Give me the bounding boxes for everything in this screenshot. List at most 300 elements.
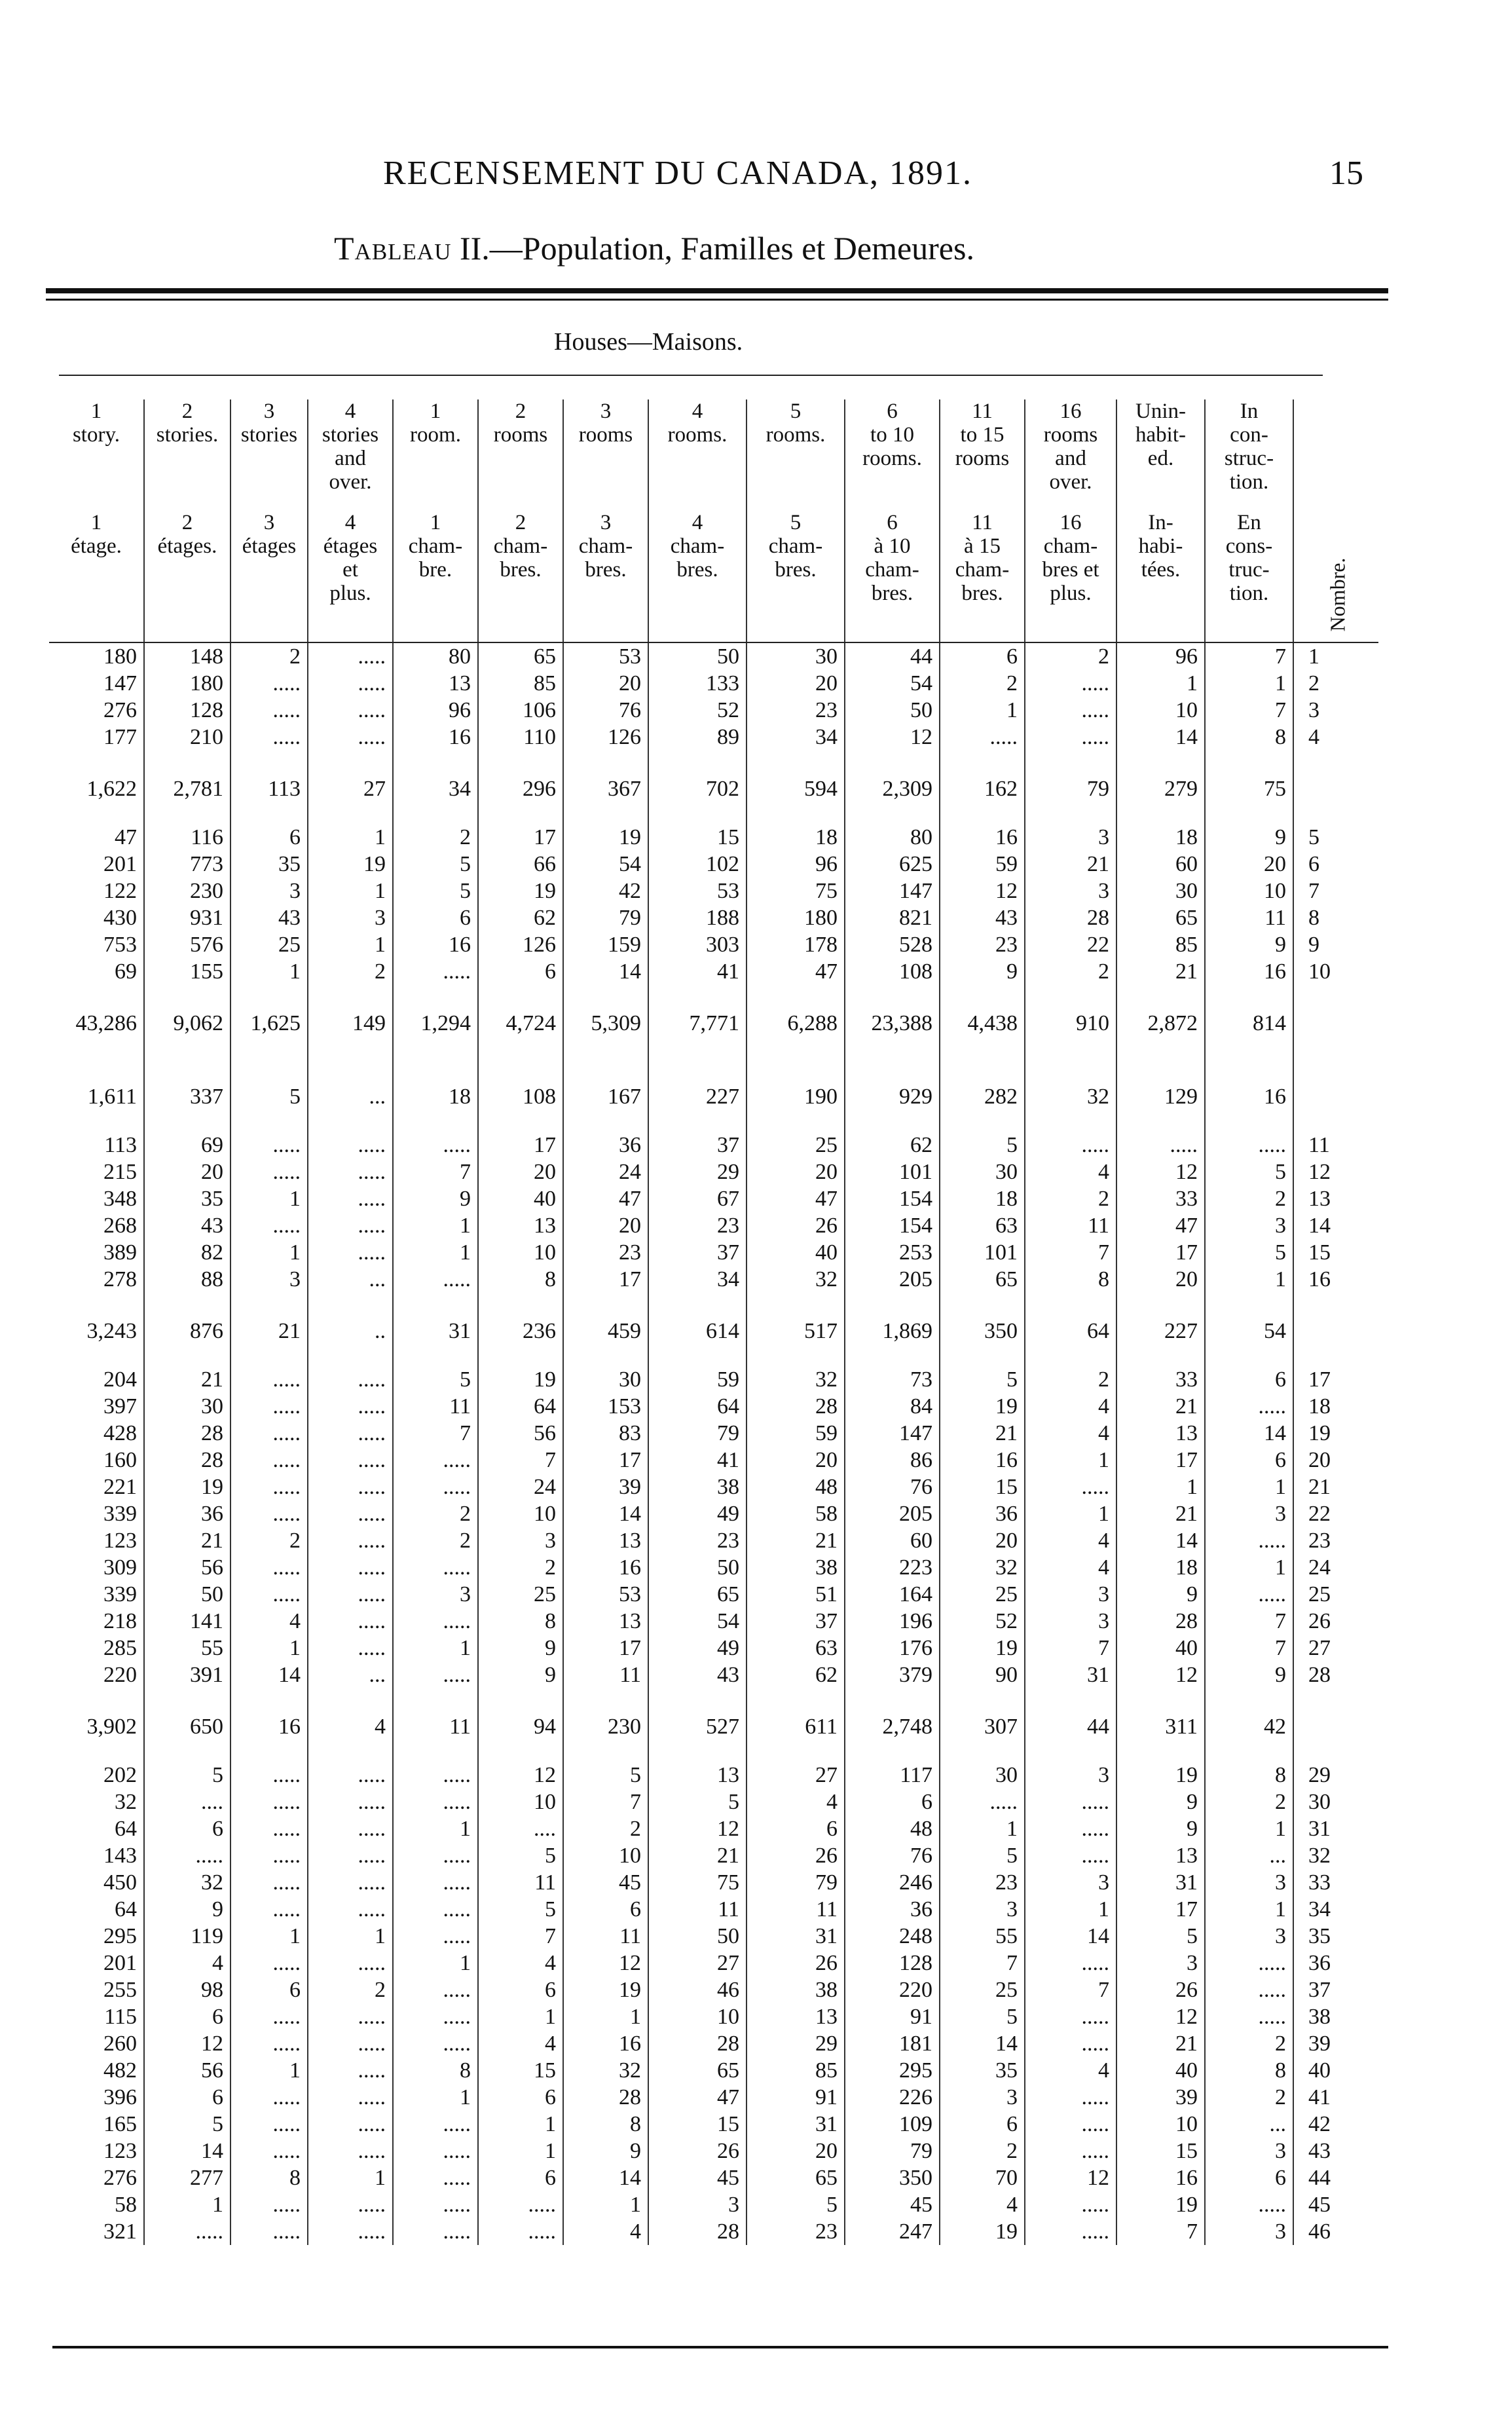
header-fr-col-10 (940, 511, 1025, 642)
header-fr-col-8 (747, 511, 845, 642)
header-fr-col-13-line: cons- (1225, 534, 1273, 558)
table-cell: 753 (49, 931, 144, 958)
table-cell: 54 (1205, 1293, 1293, 1366)
table-cell: 64 (1025, 1293, 1116, 1366)
table-cell: 3 (1025, 878, 1116, 904)
table-cell: 32 (747, 1266, 845, 1293)
row-number-cell: 35 (1308, 1924, 1331, 1948)
table-cell: 64 (648, 1393, 747, 1420)
table-cell: 180 (144, 670, 230, 697)
top-rule-thin (46, 299, 1388, 301)
header-row-english (49, 399, 1378, 511)
table-cell: 50 (648, 642, 747, 670)
row-number-cell: 27 (1308, 1636, 1331, 1660)
table-cell: 12 (648, 1815, 747, 1842)
table-cell: 164 (845, 1581, 940, 1608)
table-cell: 12 (1116, 1159, 1205, 1185)
running-title: RECENSEMENT DU CANADA, 1891. (383, 155, 973, 192)
table-cell: 2 (563, 1815, 648, 1842)
table-cell: 28 (648, 2030, 747, 2057)
table-cell: 56 (478, 1420, 563, 1447)
table-cell: 110 (478, 724, 563, 751)
table-cell: 30 (144, 1393, 230, 1420)
table-cell: 3 (230, 878, 308, 904)
table-cell: ..... (393, 1869, 478, 1896)
header-fr-col-3 (308, 511, 393, 642)
header-en-col-13-line: In (1240, 399, 1259, 423)
table-cell: 7 (478, 1447, 563, 1474)
table-cell: ..... (230, 1869, 308, 1896)
table-row (49, 1923, 1378, 1950)
table-cell: 19 (478, 878, 563, 904)
header-en-col-4-line: room. (410, 423, 461, 447)
table-cell: ..... (230, 1842, 308, 1869)
table-cell: 63 (747, 1635, 845, 1661)
table-cell: 350 (940, 1293, 1025, 1366)
header-en-col-10-line: to 15 (960, 423, 1005, 447)
header-fr-col-7-line: bres. (676, 558, 718, 582)
table-cell: ..... (1205, 1950, 1293, 1976)
table-cell: 67 (648, 1185, 747, 1212)
table-cell: 50 (845, 697, 940, 724)
row-number-cell: 43 (1308, 2139, 1331, 2163)
table-cell: 8 (1025, 1266, 1116, 1293)
table-cell: 128 (144, 697, 230, 724)
row-number-cell: 25 (1308, 1582, 1331, 1606)
header-fr-col-10-line: à 15 (964, 534, 1001, 558)
table-cell: 28 (563, 2084, 648, 2111)
table-row (49, 1789, 1378, 1815)
subtotal-row (49, 1058, 1378, 1132)
table-row (49, 1635, 1378, 1661)
table-cell: 296 (478, 751, 563, 824)
table-cell: 19 (1116, 1762, 1205, 1789)
table-cell: 309 (49, 1554, 144, 1581)
table-cell: 65 (747, 2164, 845, 2191)
table-cell: 7 (393, 1420, 478, 1447)
table-cell: 10 (563, 1842, 648, 1869)
table-cell: 11 (1025, 1212, 1116, 1239)
row-number-cell: 38 (1308, 2005, 1331, 2029)
table-cell: 53 (563, 1581, 648, 1608)
table-cell: 28 (747, 1393, 845, 1420)
table-cell: 517 (747, 1293, 845, 1366)
table-cell: 20 (1205, 851, 1293, 878)
table-cell: .. (308, 1293, 393, 1366)
table-cell: 3 (940, 1896, 1025, 1923)
table-cell: 45 (648, 2164, 747, 2191)
header-fr-col-3-line: et (342, 558, 358, 582)
table-cell: 8 (478, 1266, 563, 1293)
table-cell: 11 (648, 1896, 747, 1923)
header-en-col-3-line: and (335, 447, 366, 470)
table-cell: 167 (563, 1058, 648, 1132)
header-en-col-4 (393, 399, 478, 511)
table-cell: ... (308, 1266, 393, 1293)
header-en-col-11 (1025, 399, 1116, 511)
table-cell: 876 (144, 1293, 230, 1366)
table-cell: 54 (648, 1608, 747, 1635)
table-cell: ..... (308, 1762, 393, 1789)
table-cell: 149 (308, 985, 393, 1058)
table-cell: 14 (940, 2030, 1025, 2057)
table-cell: ..... (230, 697, 308, 724)
header-fr-col-12-line: tées. (1141, 558, 1181, 582)
table-cell: 321 (49, 2218, 144, 2245)
row-number-cell: 13 (1308, 1187, 1331, 1211)
census-table (49, 399, 1378, 2245)
row-number-cell: 4 (1308, 725, 1319, 749)
header-fr-col-6-line: bres. (585, 558, 627, 582)
header-fr-col-9-line: 6 (887, 511, 898, 534)
table-cell: 625 (845, 851, 940, 878)
table-cell: 247 (845, 2218, 940, 2245)
table-cell: 28 (1116, 1608, 1205, 1635)
table-cell: 1 (393, 1635, 478, 1661)
houses-group-header: Houses—Maisons. (554, 328, 743, 356)
table-cell: 5 (563, 1762, 648, 1789)
table-cell: ..... (230, 2003, 308, 2030)
table-cell: 277 (144, 2164, 230, 2191)
table-cell: ..... (230, 1159, 308, 1185)
table-cell: 116 (144, 824, 230, 851)
table-cell: 63 (940, 1212, 1025, 1239)
table-cell: 14 (1116, 724, 1205, 751)
table-cell: 9 (478, 1635, 563, 1661)
table-cell: 1 (563, 2003, 648, 2030)
table-cell: 2 (1025, 642, 1116, 670)
table-cell: ..... (230, 2138, 308, 2164)
row-number-cell: 40 (1308, 2058, 1331, 2083)
table-row (49, 1420, 1378, 1447)
header-fr-col-10-line: cham- (955, 558, 1010, 582)
nombre-header-label: Nombre. (1325, 557, 1350, 632)
table-cell: 1 (1205, 670, 1293, 697)
table-cell: ..... (308, 1500, 393, 1527)
table-cell: 285 (49, 1635, 144, 1661)
table-cell: 12 (563, 1950, 648, 1976)
table-cell: 1 (1205, 1266, 1293, 1293)
table-cell: 25 (230, 931, 308, 958)
table-cell: 2 (478, 1554, 563, 1581)
table-row (49, 1554, 1378, 1581)
row-number-cell: 28 (1308, 1663, 1331, 1687)
table-cell: 204 (49, 1366, 144, 1393)
table-cell: 12 (845, 724, 940, 751)
table-cell: 9 (563, 2138, 648, 2164)
table-cell: 7 (1025, 1635, 1116, 1661)
table-cell: ..... (393, 1661, 478, 1688)
table-cell: 201 (49, 1950, 144, 1976)
header-en-col-11-line: and (1055, 447, 1086, 470)
table-cell: 6 (144, 2003, 230, 2030)
table-cell: 16 (940, 824, 1025, 851)
row-number-cell (1293, 1688, 1378, 1762)
table-row (49, 2191, 1378, 2218)
table-cell: 65 (478, 642, 563, 670)
row-number-cell: 19 (1308, 1421, 1331, 1445)
table-cell: 2,748 (845, 1688, 940, 1762)
table-cell: 253 (845, 1239, 940, 1266)
header-en-col-2-line: 3 (263, 399, 275, 423)
table-cell: ..... (393, 1608, 478, 1635)
table-cell: 19 (563, 824, 648, 851)
table-cell: 5 (478, 1842, 563, 1869)
header-en-col-10-line: rooms (955, 447, 1010, 470)
table-cell: ..... (308, 2030, 393, 2057)
table-cell: 29 (648, 1159, 747, 1185)
table-cell: 33 (1116, 1185, 1205, 1212)
table-cell: 85 (747, 2057, 845, 2084)
header-fr-col-7-line: cham- (670, 534, 725, 558)
table-cell: 20 (1116, 1266, 1205, 1293)
table-row (49, 1527, 1378, 1554)
table-cell: 6 (144, 1815, 230, 1842)
table-row (49, 670, 1378, 697)
table-cell: 5 (393, 1366, 478, 1393)
table-cell: 348 (49, 1185, 144, 1212)
table-cell: 147 (49, 670, 144, 697)
table-cell: 62 (845, 1132, 940, 1159)
table-cell: ..... (1025, 2138, 1116, 2164)
row-number-cell: 12 (1308, 1160, 1331, 1184)
table-cell: 20 (747, 1447, 845, 1474)
table-cell: 19 (144, 1474, 230, 1500)
table-cell: 20 (747, 1159, 845, 1185)
table-cell: ..... (308, 670, 393, 697)
table-cell: 75 (1205, 751, 1293, 824)
table-cell: ..... (1205, 1393, 1293, 1420)
table-cell: ..... (393, 1554, 478, 1581)
table-cell: 1 (940, 1815, 1025, 1842)
header-en-col-1-line: stories. (156, 423, 219, 447)
table-cell: 23 (648, 1527, 747, 1554)
table-cell: 21 (230, 1293, 308, 1366)
table-cell: 70 (940, 2164, 1025, 2191)
table-row (49, 2003, 1378, 2030)
table-cell: 1 (1116, 1474, 1205, 1500)
table-cell: 32 (49, 1789, 144, 1815)
header-en-col-13-line: tion. (1229, 470, 1269, 494)
table-cell: 1 (393, 1950, 478, 1976)
table-cell: 279 (1116, 751, 1205, 824)
table-cell: 6 (478, 958, 563, 985)
table-cell: ..... (393, 2111, 478, 2138)
table-cell: 248 (845, 1923, 940, 1950)
table-cell: ..... (230, 1896, 308, 1923)
table-cell: 109 (845, 2111, 940, 2138)
table-cell: 16 (230, 1688, 308, 1762)
header-fr-col-3-line: 4 (344, 511, 356, 534)
header-en-col-12 (1116, 399, 1205, 511)
table-cell: 160 (49, 1447, 144, 1474)
table-cell: 9 (393, 1185, 478, 1212)
table-cell: 20 (563, 1212, 648, 1239)
table-cell: 96 (747, 851, 845, 878)
table-cell: 702 (648, 751, 747, 824)
table-row (49, 1950, 1378, 1976)
table-cell: 614 (648, 1293, 747, 1366)
table-cell: 5 (230, 1058, 308, 1132)
table-cell: 1 (1025, 1500, 1116, 1527)
table-cell: 44 (1025, 1688, 1116, 1762)
header-en-col-13 (1205, 399, 1293, 511)
table-row (49, 697, 1378, 724)
table-cell: 16 (940, 1447, 1025, 1474)
table-cell: 5 (940, 1132, 1025, 1159)
table-cell: ..... (1025, 1950, 1116, 1976)
table-cell: 6 (1205, 2164, 1293, 2191)
table-cell: 9 (1205, 931, 1293, 958)
row-number-cell: 24 (1308, 1555, 1331, 1580)
header-fr-col-2 (230, 511, 308, 642)
table-cell: 3 (308, 904, 393, 931)
table-cell: 528 (845, 931, 940, 958)
table-cell: 1 (230, 1635, 308, 1661)
table-cell: ..... (940, 1789, 1025, 1815)
table-cell: 49 (648, 1500, 747, 1527)
table-cell: 5 (144, 1762, 230, 1789)
table-cell: 5 (940, 1842, 1025, 1869)
table-cell: ..... (393, 2218, 478, 2245)
table-cell: 196 (845, 1608, 940, 1635)
table-cell: 7 (1025, 1239, 1116, 1266)
header-fr-col-5 (478, 511, 563, 642)
table-cell: 1,622 (49, 751, 144, 824)
table-cell: 218 (49, 1608, 144, 1635)
table-cell: ..... (230, 1447, 308, 1474)
table-cell: ..... (308, 1420, 393, 1447)
header-en-col-3-line: stories (322, 423, 379, 447)
table-cell: 1 (563, 2191, 648, 2218)
table-cell: 4 (747, 1789, 845, 1815)
table-cell: 17 (563, 1266, 648, 1293)
table-cell: 40 (1116, 1635, 1205, 1661)
header-fr-col-11-line: cham- (1043, 534, 1098, 558)
table-cell: 210 (144, 724, 230, 751)
table-cell: ..... (230, 1132, 308, 1159)
table-cell: 14 (1205, 1420, 1293, 1447)
header-fr-col-13-line: tion. (1229, 582, 1269, 605)
table-cell: ..... (144, 2218, 230, 2245)
header-fr-col-4-line: bre. (418, 558, 452, 582)
header-en-col-12-line: habit- (1135, 423, 1186, 447)
table-cell: 101 (940, 1239, 1025, 1266)
table-cell: 10 (478, 1500, 563, 1527)
table-cell: 230 (144, 878, 230, 904)
table-cell: 190 (747, 1058, 845, 1132)
row-number-cell: 31 (1308, 1817, 1331, 1841)
table-cell: 47 (1116, 1212, 1205, 1239)
table-row (49, 1266, 1378, 1293)
table-cell: 814 (1205, 985, 1293, 1058)
table-cell: 58 (49, 2191, 144, 2218)
table-cell: 55 (940, 1923, 1025, 1950)
table-cell: 2 (940, 2138, 1025, 2164)
table-cell: 220 (845, 1976, 940, 2003)
header-en-col-2-line: stories (240, 423, 298, 447)
table-cell: 205 (845, 1500, 940, 1527)
table-row (49, 1474, 1378, 1500)
table-cell: ..... (478, 2218, 563, 2245)
table-cell: 1 (478, 2111, 563, 2138)
table-cell: 6 (747, 1815, 845, 1842)
table-cell: ..... (1025, 2003, 1116, 2030)
table-cell: 1 (1116, 670, 1205, 697)
row-number-cell: 44 (1308, 2166, 1331, 2190)
table-cell: 14 (144, 2138, 230, 2164)
table-row (49, 1608, 1378, 1635)
row-number-cell: 11 (1308, 1133, 1330, 1157)
table-cell: 14 (563, 2164, 648, 2191)
table-row (49, 1762, 1378, 1789)
header-en-col-5-line: 2 (515, 399, 526, 423)
table-cell: 255 (49, 1976, 144, 2003)
row-number-cell: 10 (1308, 959, 1331, 984)
table-cell: 47 (49, 824, 144, 851)
table-cell: 21 (747, 1527, 845, 1554)
table-cell: 108 (478, 1058, 563, 1132)
table-cell: 1 (308, 931, 393, 958)
table-cell: 8 (478, 1608, 563, 1635)
header-en-col-4-line: 1 (430, 399, 441, 423)
table-cell: 2 (308, 958, 393, 985)
table-cell: 3 (1025, 1581, 1116, 1608)
table-row (49, 1815, 1378, 1842)
table-cell: ..... (1205, 2003, 1293, 2030)
table-cell: 32 (144, 1869, 230, 1896)
table-cell: 1,611 (49, 1058, 144, 1132)
table-cell: 47 (747, 958, 845, 985)
table-cell: 126 (563, 724, 648, 751)
table-cell: ..... (308, 1447, 393, 1474)
table-cell: 117 (845, 1762, 940, 1789)
header-en-col-5-line: rooms (493, 423, 548, 447)
table-cell: 38 (747, 1976, 845, 2003)
table-cell: 54 (845, 670, 940, 697)
table-cell: 50 (648, 1554, 747, 1581)
table-cell: .... (144, 1789, 230, 1815)
table-cell: 37 (747, 1608, 845, 1635)
table-cell: 339 (49, 1500, 144, 1527)
table-cell: 5 (648, 1789, 747, 1815)
table-cell: 6 (230, 1976, 308, 2003)
table-cell: 60 (845, 1527, 940, 1554)
table-cell: 16 (393, 724, 478, 751)
table-cell: 276 (49, 697, 144, 724)
table-cell: 8 (1205, 724, 1293, 751)
table-cell: 9 (1205, 824, 1293, 851)
table-cell: 7 (563, 1789, 648, 1815)
header-en-col-11-line: 16 (1060, 399, 1082, 423)
table-cell: 278 (49, 1266, 144, 1293)
table-cell: 20 (144, 1159, 230, 1185)
table-row (49, 1447, 1378, 1474)
table-cell: 20 (563, 670, 648, 697)
table-cell: 3 (940, 2084, 1025, 2111)
table-cell: 26 (747, 1950, 845, 1976)
table-cell: 2 (1025, 958, 1116, 985)
table-cell: 910 (1025, 985, 1116, 1058)
table-row (49, 2111, 1378, 2138)
table-cell: 36 (940, 1500, 1025, 1527)
table-cell: 4 (563, 2218, 648, 2245)
row-number-cell: 33 (1308, 1870, 1331, 1895)
table-cell: ..... (230, 2084, 308, 2111)
table-cell: 3 (1025, 1869, 1116, 1896)
table-cell: 55 (144, 1635, 230, 1661)
header-en-col-9 (845, 399, 940, 511)
